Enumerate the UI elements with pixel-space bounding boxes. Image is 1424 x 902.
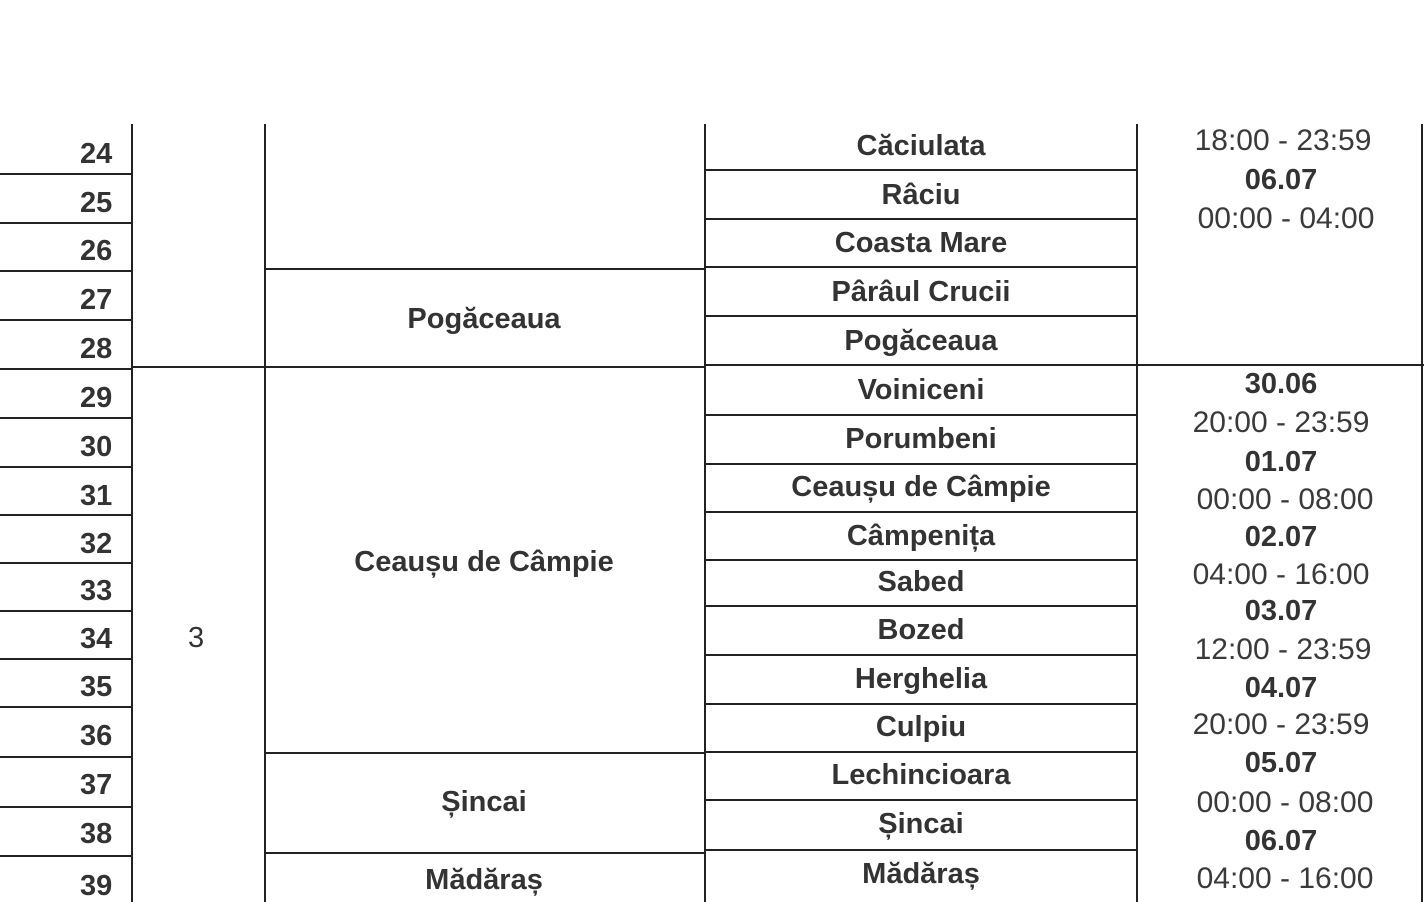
village-border: [704, 414, 1138, 416]
village-name: Căciulata: [856, 130, 986, 162]
village-border: [704, 511, 1138, 513]
schedule-date: 06.07: [1244, 825, 1318, 857]
row-border-nr: [0, 222, 131, 224]
col-border-5: [1421, 124, 1423, 902]
row-number: 29: [80, 382, 113, 414]
schedule-time: 20:00 - 23:59: [1192, 708, 1370, 741]
schedule-date: 04.07: [1244, 672, 1318, 704]
village-name: Sabed: [877, 566, 965, 598]
village-border: [704, 849, 1138, 851]
row-number: 34: [80, 623, 113, 655]
col-border-2: [264, 124, 266, 902]
commune-border: [264, 752, 706, 754]
row-border-nr: [0, 466, 131, 468]
row-number: 27: [80, 284, 113, 316]
row-number: 39: [80, 870, 113, 902]
group-number: 3: [188, 622, 205, 654]
commune-border: [264, 852, 706, 854]
schedule-date: 05.07: [1244, 747, 1318, 779]
village-name: Pârâul Crucii: [831, 276, 1011, 308]
row-number: 26: [80, 235, 113, 267]
schedule-time: 00:00 - 08:00: [1196, 483, 1374, 516]
village-border: [704, 751, 1138, 753]
village-name: Bozed: [877, 614, 965, 646]
commune-border: [264, 366, 706, 368]
commune-name: Șincai: [441, 786, 527, 818]
row-number: 36: [80, 720, 113, 752]
village-name: Mădăraș: [862, 858, 980, 890]
schedule-time: 12:00 - 23:59: [1194, 633, 1372, 666]
row-border-nr: [0, 806, 131, 808]
village-border: [704, 218, 1138, 220]
commune-name: Ceaușu de Câmpie: [354, 546, 614, 578]
village-border: [704, 654, 1138, 656]
row-number: 32: [80, 528, 113, 560]
row-border-nr: [0, 562, 131, 564]
row-number: 33: [80, 575, 113, 607]
village-name: Herghelia: [854, 663, 988, 695]
village-name: Porumbeni: [845, 423, 997, 455]
village-name: Lechincioara: [831, 759, 1011, 791]
row-border-nr: [0, 368, 131, 370]
row-number: 37: [80, 769, 113, 801]
row-number: 31: [80, 480, 113, 512]
col-border-1: [131, 124, 133, 902]
row-border-nr: [0, 756, 131, 758]
row-border-nr: [0, 173, 131, 175]
group-border: [131, 366, 266, 368]
schedule-date: 01.07: [1244, 446, 1318, 478]
row-border-nr: [0, 855, 131, 857]
commune-border: [264, 268, 706, 270]
col-border-3: [704, 124, 706, 902]
commune-name: Pogăceaua: [407, 303, 561, 335]
village-name: Câmpenița: [846, 520, 996, 552]
col-border-4: [1136, 124, 1138, 902]
village-border: [704, 169, 1138, 171]
row-border-nr: [0, 270, 131, 272]
schedule-date: 06.07: [1244, 164, 1318, 196]
village-name: Coasta Mare: [834, 227, 1008, 259]
schedule-time: 04:00 - 16:00: [1196, 862, 1374, 895]
commune-name: Mădăraș: [425, 864, 543, 896]
village-border: [704, 463, 1138, 465]
row-border-nr: [0, 514, 131, 516]
village-border: [704, 605, 1138, 607]
row-border-nr: [0, 658, 131, 660]
row-number: 30: [80, 431, 113, 463]
village-border: [704, 703, 1138, 705]
row-border-nr: [0, 319, 131, 321]
village-name: Râciu: [881, 179, 961, 211]
village-name: Ceaușu de Câmpie: [791, 471, 1051, 503]
village-border: [704, 266, 1138, 268]
row-border-nr: [0, 417, 131, 419]
schedule-time: 18:00 - 23:59: [1194, 124, 1372, 157]
schedule-time: 00:00 - 08:00: [1196, 786, 1374, 819]
row-number: 24: [80, 138, 113, 170]
schedule-border: [1136, 364, 1424, 366]
schedule-time: 04:00 - 16:00: [1192, 558, 1370, 591]
village-border: [704, 364, 1138, 366]
village-name: Voiniceni: [857, 374, 985, 406]
schedule-date: 30.06: [1244, 368, 1318, 400]
schedule-date: 02.07: [1244, 521, 1318, 553]
village-name: Pogăceaua: [844, 325, 998, 357]
row-number: 35: [80, 671, 113, 703]
village-name: Culpiu: [875, 711, 967, 743]
row-border-nr: [0, 706, 131, 708]
village-border: [704, 559, 1138, 561]
village-border: [704, 315, 1138, 317]
schedule-time: 20:00 - 23:59: [1192, 406, 1370, 439]
row-number: 38: [80, 818, 113, 850]
schedule-time: 00:00 - 04:00: [1197, 202, 1375, 235]
village-border: [704, 799, 1138, 801]
row-number: 25: [80, 187, 113, 219]
row-border-nr: [0, 610, 131, 612]
schedule-date: 03.07: [1244, 595, 1318, 627]
row-number: 28: [80, 333, 113, 365]
village-name: Șincai: [878, 808, 964, 840]
